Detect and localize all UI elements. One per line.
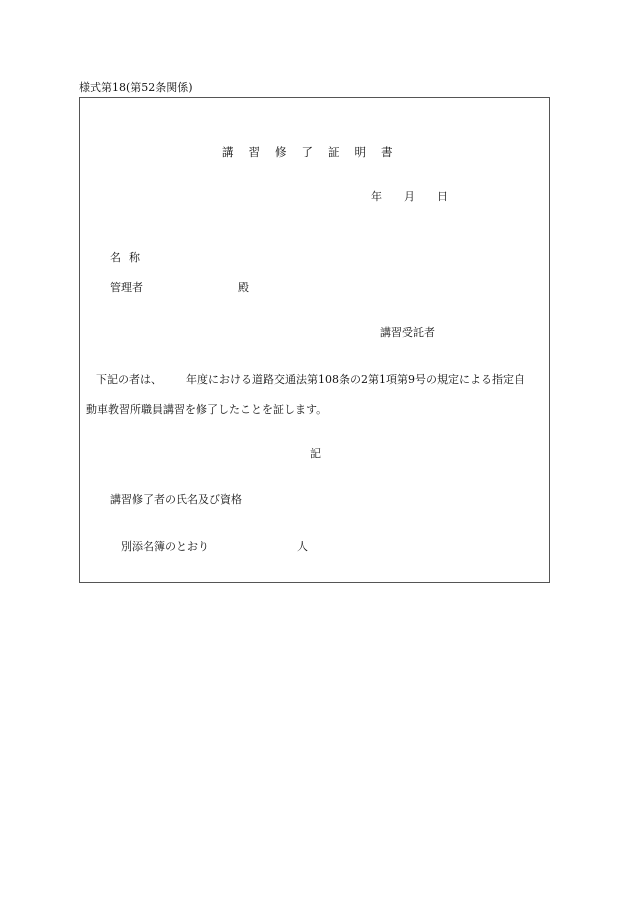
- date-month-label: 月: [404, 190, 415, 203]
- ki-label: 記: [310, 447, 321, 460]
- roster-text: 別添名簿のとおり: [121, 540, 209, 553]
- form-number: 様式第18(第52条関係): [79, 81, 193, 94]
- date-day-label: 日: [437, 190, 448, 203]
- body-line-1-suffix: 年度における道路交通法第108条の2第1項第9号の規定による指定自: [186, 373, 525, 386]
- trustee-label: 講習受託者: [380, 326, 435, 339]
- body-line-2: 動車教習所職員講習を修了したことを証します。: [86, 403, 328, 416]
- honorific: 殿: [238, 281, 249, 294]
- count-unit: 人: [297, 540, 308, 553]
- date-year-label: 年: [371, 190, 382, 203]
- holder-heading: 講習修了者の氏名及び資格: [110, 493, 242, 506]
- certificate-frame: [79, 97, 550, 583]
- document-title: 講習修了証明書: [222, 145, 408, 159]
- name-label: 名称: [110, 251, 148, 264]
- body-line-1-prefix: 下記の者は、: [96, 373, 162, 386]
- body-line-1: [96, 374, 525, 385]
- date-line: [371, 191, 448, 202]
- manager-label: 管理者: [110, 281, 143, 294]
